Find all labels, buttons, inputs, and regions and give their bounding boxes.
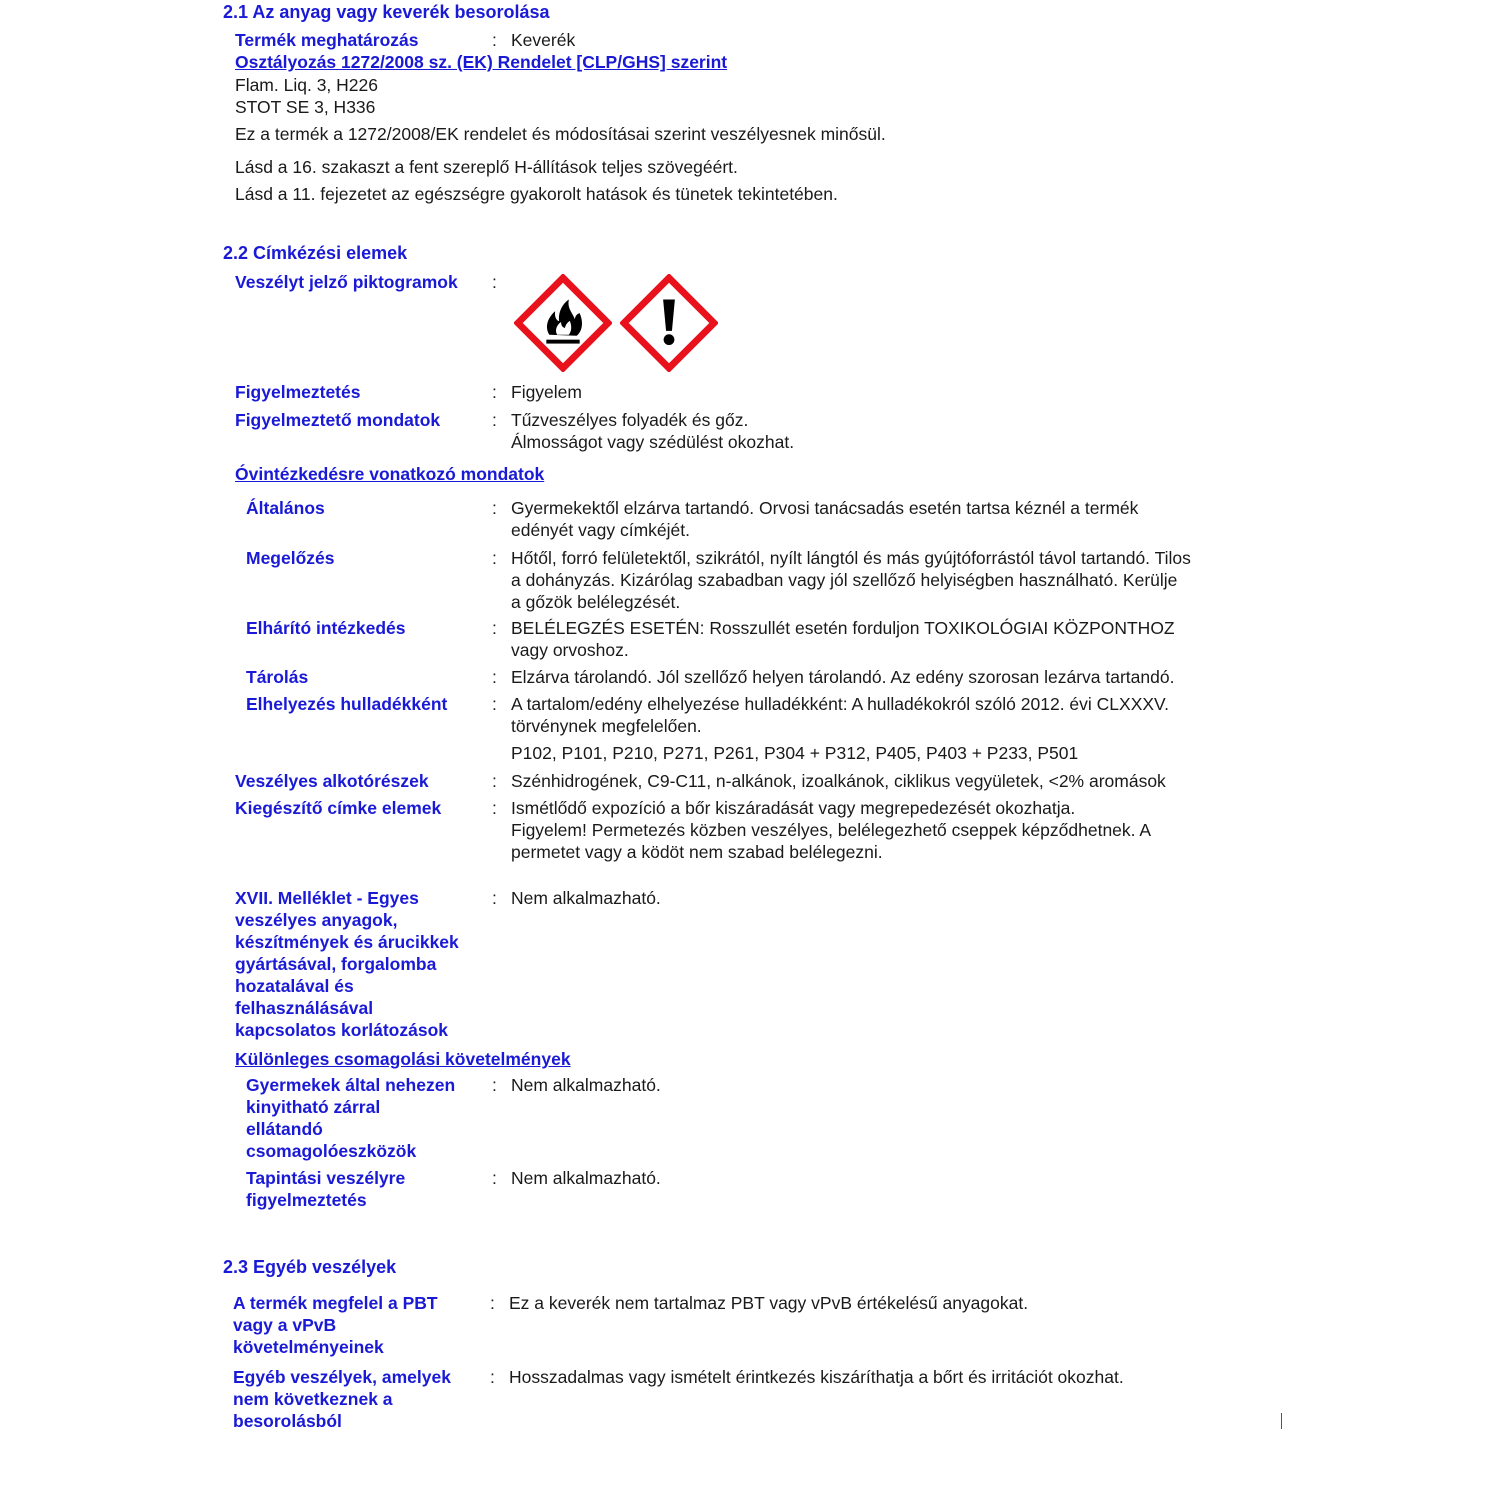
annex-xvii-value: Nem alkalmazható. — [511, 888, 661, 908]
child-resistant-value: Nem alkalmazható. — [511, 1075, 661, 1095]
classification-stot-se: STOT SE 3, H336 — [235, 97, 376, 117]
colon: : — [490, 1367, 495, 1387]
hazardous-ingredients-label: Veszélyes alkotórészek — [235, 771, 429, 791]
section-11-reference: Lásd a 11. fejezetet az egészségre gyakorolt hatások és tünetek tekintetében. — [235, 184, 838, 204]
general-value: Gyermekektől elzárva tartandó. Orvosi tanácsadás esetén tartsa kéznél a termék edényét vagy címkéjét. — [511, 498, 1139, 540]
colon: : — [492, 548, 497, 568]
colon: : — [492, 30, 497, 50]
supplemental-label: Kiegészítő címke elemek — [235, 798, 442, 818]
colon: : — [492, 410, 497, 430]
classification-link[interactable]: Osztályozás 1272/2008 sz. (EK) Rendelet [CLP/GHS] szerint — [235, 52, 728, 72]
section-2-1-title: 2.1 Az anyag vagy keverék besorolása — [223, 2, 550, 22]
section-2-3-title: 2.3 Egyéb veszélyek — [223, 1257, 397, 1277]
annex-xvii-label: XVII. Melléklet - Egyes veszélyes anyagok, készítmények és árucikkek gyártásával, forgalomba hozatalával és felhasználásával kapcsolatos korlátozások — [235, 888, 459, 1040]
classification-flam-liq: Flam. Liq. 3, H226 — [235, 75, 378, 95]
colon: : — [492, 771, 497, 791]
hazard-statements-label: Figyelmeztető mondatok — [235, 410, 441, 430]
hazard-note: Ez a termék a 1272/2008/EK rendelet és módosításai szerint veszélyesnek minősül. — [235, 124, 886, 144]
packaging-requirements-link[interactable]: Különleges csomagolási követelmények — [235, 1049, 571, 1069]
tactile-warning-label: Tapintási veszélyre figyelmeztetés — [246, 1168, 406, 1210]
supplemental-value: Ismétlődő expozíció a bőr kiszáradását vagy megrepedezését okozhatja. Figyelem! Permetezés közben veszélyes, belélegezhető cseppek képződhetnek. A permetet vagy a ködöt nem szabad belélegezni. — [511, 798, 1152, 862]
section-2-2-title: 2.2 Címkézési elemek — [223, 243, 408, 263]
prevention-label: Megelőzés — [246, 548, 335, 568]
precautionary-statements-link[interactable]: Óvintézkedésre vonatkozó mondatok — [235, 464, 545, 484]
colon: : — [492, 272, 497, 292]
colon: : — [492, 618, 497, 638]
signal-word-value: Figyelem — [511, 382, 582, 402]
colon: : — [492, 1075, 497, 1095]
colon: : — [492, 888, 497, 908]
change-bar — [1281, 1413, 1282, 1429]
pbt-value: Ez a keverék nem tartalmaz PBT vagy vPvB értékelésű anyagokat. — [509, 1293, 1029, 1313]
flame-icon — [514, 274, 612, 372]
disposal-label: Elhelyezés hulladékként — [246, 694, 448, 714]
section-16-reference: Lásd a 16. szakaszt a fent szereplő H-állítások teljes szövegéért. — [235, 157, 738, 177]
storage-value: Elzárva tárolandó. Jól szellőző helyen tárolandó. Az edény szorosan lezárva tartandó. — [511, 667, 1175, 687]
other-hazards-value: Hosszadalmas vagy ismételt érintkezés kiszáríthatja a bőrt és irritációt okozhat. — [509, 1367, 1124, 1387]
general-label: Általános — [246, 498, 325, 518]
colon: : — [492, 382, 497, 402]
hazard-statements-value: Tűzveszélyes folyadék és gőz. Álmosságot vagy szédülést okozhat. — [511, 410, 795, 452]
product-identifier-label: Termék meghatározás — [235, 30, 419, 50]
prevention-value: Hőtől, forró felületektől, szikrától, nyílt lángtól és más gyújtóforrástól távol tartandó. Tilos a dohányzás. Kizárólag szabadban vagy jól szellőző helyiségben használható. Kerülje a gőzök belélegzését. — [511, 548, 1191, 612]
child-resistant-label: Gyermekek által nehezen kinyitható zárral ellátandó csomagolóeszközök — [246, 1075, 456, 1161]
colon: : — [492, 1168, 497, 1188]
p-codes: P102, P101, P210, P271, P261, P304 + P312, P405, P403 + P233, P501 — [511, 743, 1079, 763]
pictograms-label: Veszélyt jelző piktogramok — [235, 272, 458, 292]
colon: : — [490, 1293, 495, 1313]
pbt-label: A termék megfelel a PBT vagy a vPvB követelményeinek — [233, 1293, 438, 1357]
exclamation-icon — [620, 274, 718, 372]
hazardous-ingredients-value: Szénhidrogének, C9-C11, n-alkánok, izoalkánok, ciklikus vegyületek, <2% aromások — [511, 771, 1166, 791]
signal-word-label: Figyelmeztetés — [235, 382, 361, 402]
other-hazards-label: Egyéb veszélyek, amelyek nem következnek a besorolásból — [233, 1367, 451, 1431]
response-label: Elhárító intézkedés — [246, 618, 406, 638]
disposal-value: A tartalom/edény elhelyezése hulladékként: A hulladékokról szóló 2012. évi CLXXXV. törvénynek megfelelően. — [511, 694, 1169, 736]
product-identifier-value: Keverék — [511, 30, 576, 50]
colon: : — [492, 498, 497, 518]
storage-label: Tárolás — [246, 667, 309, 687]
response-value: BELÉLEGZÉS ESETÉN: Rosszullét esetén forduljon TOXIKOLÓGIAI KÖZPONTHOZ vagy orvoshoz. — [511, 618, 1175, 660]
colon: : — [492, 667, 497, 687]
colon: : — [492, 694, 497, 714]
tactile-warning-value: Nem alkalmazható. — [511, 1168, 661, 1188]
colon: : — [492, 798, 497, 818]
